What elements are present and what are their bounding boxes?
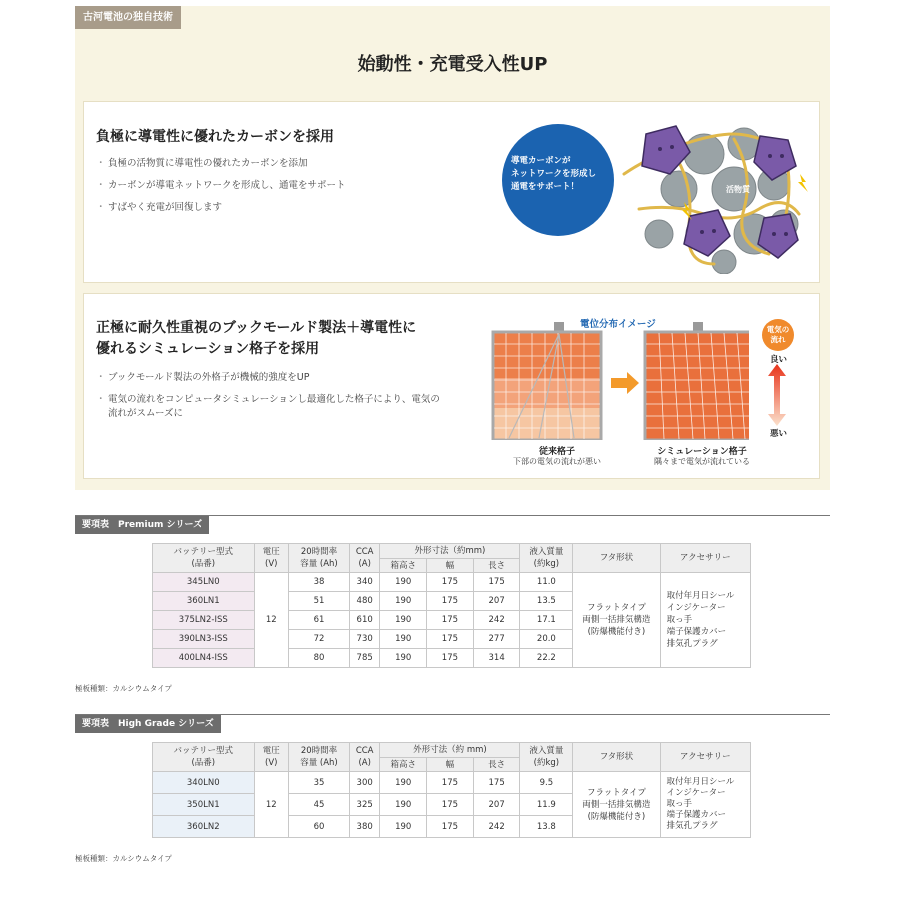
accessory-line: 排気孔プラグ	[666, 639, 718, 649]
header-model	[153, 743, 255, 772]
width-cell: 175	[427, 649, 474, 668]
cca-cell: 300	[349, 772, 379, 794]
header-text: 電圧	[262, 746, 280, 756]
header-capacity	[289, 544, 350, 573]
weight-cell: 11.0	[520, 573, 573, 592]
accessory-cell	[660, 772, 750, 838]
model-cell: 375LN2-ISS	[153, 611, 255, 630]
width-cell: 175	[427, 630, 474, 649]
carbon-bullet: ・ カーボンが導電ネットワークを形成し、通電をサポート	[96, 179, 346, 193]
header-voltage	[254, 544, 289, 573]
model-cell: 340LN0	[153, 772, 255, 794]
premium-section-tag: 要項表 Premium シリーズ	[75, 516, 209, 534]
header-text: バッテリー型式	[173, 547, 234, 557]
length-cell: 207	[473, 794, 520, 816]
accessory-line: 取っ手	[666, 799, 693, 809]
bubble-line: 導電カーボンが	[511, 156, 571, 166]
height-cell: 190	[380, 611, 427, 630]
length-cell: 207	[473, 592, 520, 611]
model-cell: 345LN0	[153, 573, 255, 592]
header-text: (A)	[358, 758, 371, 768]
bubble-line: ネットワークを形成し	[511, 169, 597, 179]
conventional-desc: 下部の電気の流れが悪い	[513, 457, 601, 466]
lid-line: 両側一括排気構造	[582, 615, 651, 625]
capacity-cell: 51	[289, 592, 350, 611]
premium-section-bar	[75, 515, 830, 533]
height-cell: 190	[380, 816, 427, 838]
active-material-label: 活物質	[726, 185, 750, 194]
header-text: (約kg)	[533, 758, 560, 768]
potential-title: 電位分布イメージ	[580, 319, 656, 330]
header-width: 幅	[427, 758, 474, 772]
carbon-card-title: 負極に導電性に優れたカーボンを採用	[96, 129, 334, 145]
accessory-line: 取付年月日シール	[666, 591, 735, 601]
conventional-label: 従来格子	[538, 447, 575, 457]
accessory-line: インジケーター	[666, 788, 726, 798]
weight-cell: 20.0	[520, 630, 573, 649]
width-cell: 175	[427, 772, 474, 794]
header-accessory: アクセサリー	[660, 743, 750, 772]
height-cell: 190	[380, 592, 427, 611]
lid-line: フラットタイプ	[586, 787, 646, 798]
capacity-cell: 80	[289, 649, 350, 668]
capacity-cell: 38	[289, 573, 350, 592]
weight-cell: 9.5	[520, 772, 573, 794]
weight-cell: 22.2	[520, 649, 573, 668]
grid-card-title-line: 正極に耐久性重視のブックモールド製法＋導電性に	[96, 320, 417, 336]
length-cell: 314	[473, 649, 520, 668]
carbon-bullets	[96, 157, 346, 215]
simulation-desc: 隅々まで電気が流れている	[654, 457, 750, 466]
header-cca	[349, 743, 379, 772]
accessory-line: 端子保護カバー	[666, 810, 727, 820]
capacity-cell: 72	[289, 630, 350, 649]
accessory-cell	[660, 573, 750, 668]
accessory-line: 端子保護カバー	[666, 627, 727, 637]
highgrade-section-bar	[75, 714, 830, 732]
height-cell: 190	[380, 794, 427, 816]
length-cell: 242	[473, 611, 520, 630]
height-cell: 190	[380, 630, 427, 649]
model-cell: 360LN2	[153, 816, 255, 838]
header-text: 液入質量	[529, 547, 564, 557]
header-height: 箱高さ	[380, 559, 427, 573]
weight-cell: 11.9	[520, 794, 573, 816]
lid-line: 両側一括排気構造	[582, 799, 651, 810]
accessory-line: 取っ手	[666, 615, 693, 625]
grid-bullet: ・ 電気の流れをコンピュータシミュレーションし最適化した格子により、電気の流れがスムーズに	[96, 393, 441, 421]
header-voltage	[254, 743, 289, 772]
lid-cell	[573, 772, 660, 838]
header-text: 電圧	[262, 547, 280, 557]
header-model	[153, 544, 255, 573]
width-cell: 175	[427, 611, 474, 630]
header-fluid	[520, 544, 573, 573]
lid-cell	[573, 573, 660, 668]
table-row	[153, 772, 751, 794]
good-label: 良い	[770, 355, 788, 365]
capacity-cell: 61	[289, 611, 350, 630]
header-lid: フタ形状	[573, 743, 660, 772]
flow-badge-line: 電気の	[766, 325, 790, 334]
tech-panel	[75, 6, 830, 490]
header-lid: フタ形状	[573, 544, 660, 573]
carbon-bullet: ・ すばやく充電が回復します	[96, 201, 346, 215]
flow-badge-line: 流れ	[770, 335, 786, 344]
simulation-label: シミュレーション格子	[657, 447, 747, 457]
grid-bullets	[96, 371, 441, 421]
cca-cell: 730	[349, 630, 379, 649]
width-cell: 175	[427, 794, 474, 816]
header-height: 箱高さ	[380, 758, 427, 772]
header-text: (V)	[265, 559, 278, 569]
header-text: 容量 (Ah)	[300, 758, 338, 768]
header-cca	[349, 544, 379, 573]
length-cell: 242	[473, 816, 520, 838]
header-text: 20時間率	[300, 746, 338, 756]
header-text: (A)	[358, 559, 371, 569]
premium-spec-table	[152, 543, 751, 668]
table-row	[153, 573, 751, 592]
header-text: (約kg)	[533, 559, 560, 569]
conventional-grid	[493, 332, 601, 440]
header-text: CCA	[355, 746, 374, 756]
header-text: (品番)	[191, 559, 216, 569]
length-cell: 175	[473, 772, 520, 794]
carbon-bullet: ・ 負極の活物質に導電性の優れたカーボンを添加	[96, 157, 346, 171]
width-cell: 175	[427, 816, 474, 838]
header-width: 幅	[427, 559, 474, 573]
accessory-line: 取付年月日シール	[666, 777, 735, 787]
voltage-cell: 12	[254, 772, 289, 838]
height-cell: 190	[380, 772, 427, 794]
header-text: (V)	[265, 758, 278, 768]
header-length: 長さ	[473, 758, 520, 772]
capacity-cell: 60	[289, 816, 350, 838]
width-cell: 175	[427, 573, 474, 592]
tech-tag: 古河電池の独自技術	[75, 6, 181, 29]
cca-cell: 340	[349, 573, 379, 592]
lid-line: (防爆機能付き)	[587, 811, 646, 822]
flow-badge	[762, 319, 794, 351]
highgrade-note: 極板種類：カルシウムタイプ	[75, 854, 172, 863]
model-cell: 360LN1	[153, 592, 255, 611]
header-text: バッテリー型式	[173, 746, 234, 756]
header-length: 長さ	[473, 559, 520, 573]
length-cell: 277	[473, 630, 520, 649]
accessory-line: 排気孔プラグ	[666, 821, 718, 831]
length-cell: 175	[473, 573, 520, 592]
model-cell: 350LN1	[153, 794, 255, 816]
cca-cell: 785	[349, 649, 379, 668]
highgrade-section-tag: 要項表 High Grade シリーズ	[75, 715, 221, 733]
grid-bullet: ・ ブックモールド製法の外格子が機械的強度をUP	[96, 371, 441, 385]
header-text: 容量 (Ah)	[300, 559, 338, 569]
highgrade-spec-table	[152, 742, 751, 838]
carbon-network-illustration	[584, 114, 814, 274]
header-dims: 外形寸法（約 mm)	[380, 743, 520, 758]
header-dims: 外形寸法（約mm)	[380, 544, 520, 559]
capacity-cell: 35	[289, 772, 350, 794]
voltage-cell: 12	[254, 573, 289, 668]
height-cell: 190	[380, 573, 427, 592]
weight-cell: 13.5	[520, 592, 573, 611]
height-cell: 190	[380, 649, 427, 668]
grid-card-title	[96, 318, 416, 360]
lid-line: (防爆機能付き)	[587, 627, 646, 637]
grid-card	[83, 293, 820, 479]
flow-gradient-arrow-icon	[767, 364, 787, 426]
header-text: 液入質量	[529, 746, 564, 756]
capacity-cell: 45	[289, 794, 350, 816]
header-fluid	[520, 743, 573, 772]
grid-comparison-illustration	[479, 310, 749, 440]
lid-line: フラットタイプ	[586, 603, 646, 613]
accessory-line: インジケーター	[666, 603, 726, 613]
weight-cell: 17.1	[520, 611, 573, 630]
weight-cell: 13.8	[520, 816, 573, 838]
tech-headline: 始動性・充電受入性UP	[357, 54, 548, 75]
bubble-line: 通電をサポート！	[511, 182, 580, 192]
width-cell: 175	[427, 592, 474, 611]
model-cell: 390LN3-ISS	[153, 630, 255, 649]
model-cell: 400LN4-ISS	[153, 649, 255, 668]
header-accessory: アクセサリー	[660, 544, 750, 573]
simulation-grid	[645, 332, 749, 440]
bad-label: 悪い	[770, 429, 788, 439]
header-text: (品番)	[191, 758, 216, 768]
header-text: 20時間率	[300, 547, 338, 557]
comparison-arrow	[611, 372, 639, 394]
cca-cell: 380	[349, 816, 379, 838]
header-text: CCA	[355, 547, 374, 557]
cca-cell: 480	[349, 592, 379, 611]
carbon-bubble-text	[511, 155, 611, 194]
carbon-card	[83, 101, 820, 283]
cca-cell: 610	[349, 611, 379, 630]
grid-card-title-line: 優れるシミュレーション格子を採用	[96, 341, 320, 357]
header-capacity	[289, 743, 350, 772]
cca-cell: 325	[349, 794, 379, 816]
premium-note: 極板種類：カルシウムタイプ	[75, 684, 172, 693]
